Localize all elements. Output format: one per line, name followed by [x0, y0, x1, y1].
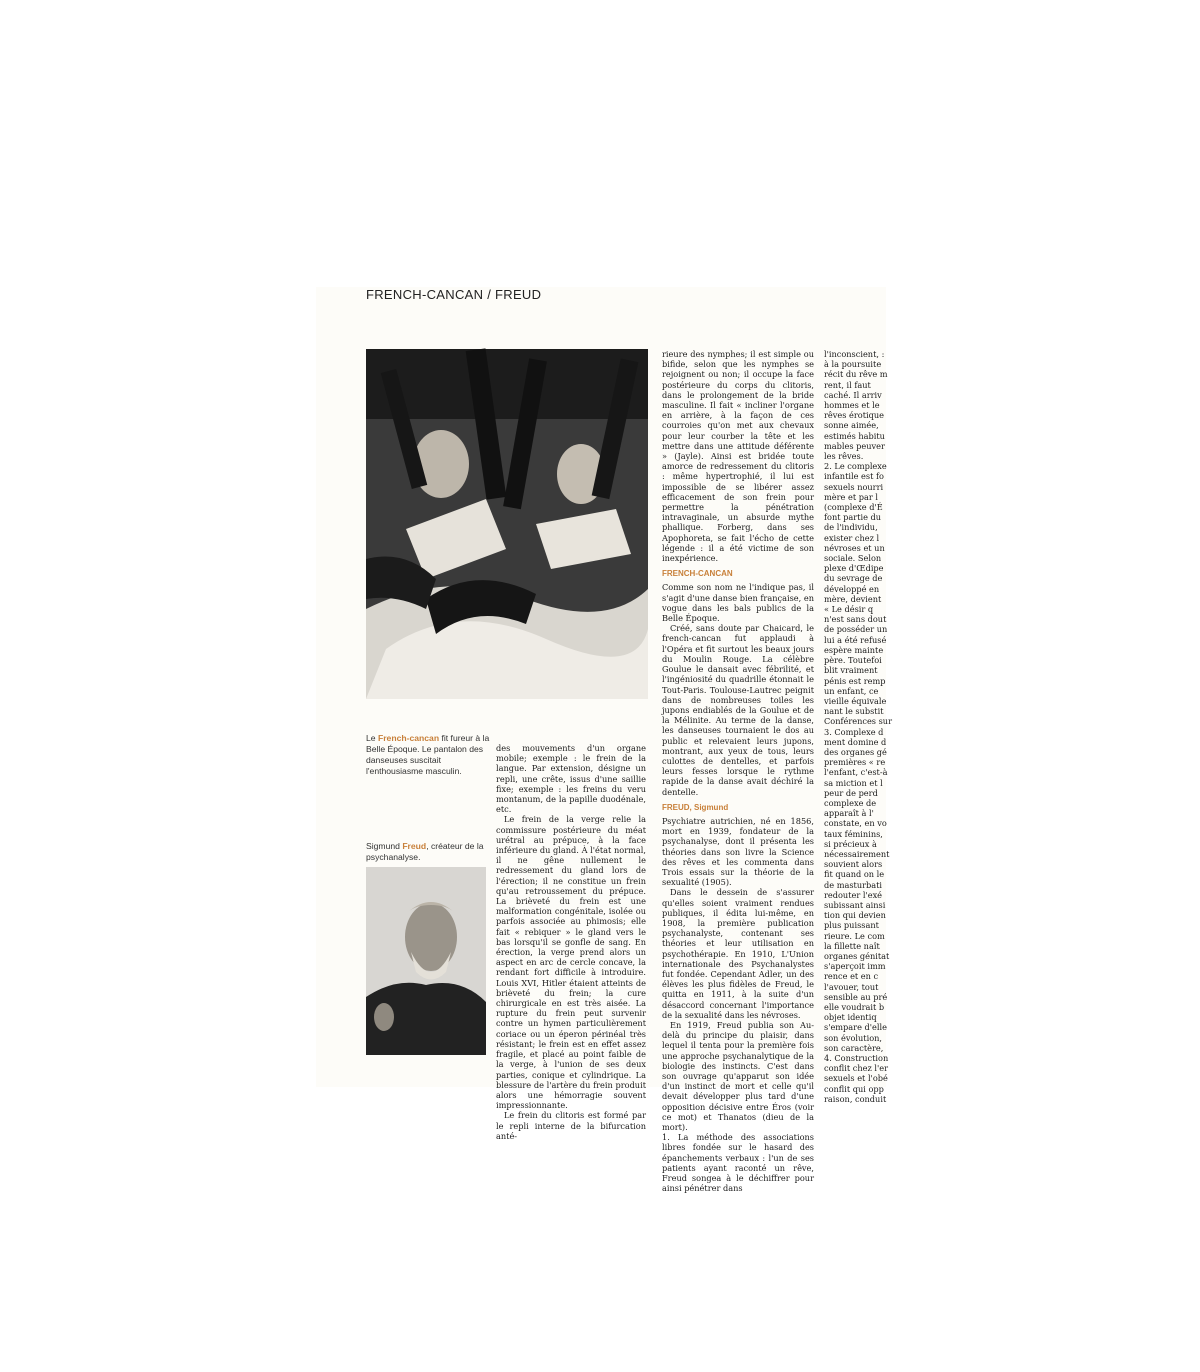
text-line: un enfant, ce [824, 685, 879, 696]
text-line: espère mainte [824, 644, 884, 655]
text-line: estimés habitu [824, 430, 885, 441]
text-line: « Le désir q [824, 604, 874, 615]
text-line: souvient alors [824, 859, 883, 870]
text-line: sociale. Selon [824, 553, 882, 564]
paragraph: Comme son nom ne l'indique pas, il s'agit d'une danse bien française, en vogue dans les bals publics de la Belle Époque. [662, 582, 814, 624]
text-line: mère et par l [824, 491, 878, 502]
text-line: font partie du [824, 512, 882, 523]
text-line: objet identiq [824, 1012, 877, 1023]
text-line: infantile est fo [824, 471, 884, 482]
text-line: 4. Construction [824, 1053, 889, 1064]
cancan-caption [366, 733, 494, 777]
text-line: sexuels et l'obé [824, 1073, 888, 1084]
text-line: organes génitat [824, 950, 890, 961]
text-line: (complexe d'É [824, 502, 883, 513]
text-line: récit du rêve m [824, 369, 888, 380]
text-line: la fillette naît [824, 940, 880, 951]
paragraph: rieure des nymphes; il est simple ou bifide, selon que les nymphes se rejoignent ou non; il occupe la face postérieure du corps du clitoris, dans le prolongement de la bride masculine. Il fait « incliner l'organe en arrière, à la façon de ces courroies qu'on met aux chevaux pour leur courber la tête et les mettre dans une attitude déférente » (Jayle). Ainsi est bridée toute amorce de redressement du clitoris : même hypertrophié, il lui est impossible de se libérer assez efficacement de son frein pour permettre la pénétration intravaginale, un absurde mythe phallique. Forberg, dans ses Apophoreta, se fait l'écho de cette légende : il a été victime de son inexpérience. [662, 349, 814, 564]
text-line: nant le substit [824, 706, 884, 717]
text-line: premières « re [824, 757, 886, 768]
text-line: rêves érotique [824, 410, 884, 421]
paragraph: Créé, sans doute par Chaicard, le french-cancan fut applaudi à l'Opéra et fit surtout les beaux jours du Moulin Rouge. La célèbre Goulue le dansait avec fébrilité, et l'ingéniosité du quadrille étonnait le Tout-Paris. Toulouse-Lautrec peignit dans de nombreuses toiles les jupons endiablés de la Goulue et de la Mélinite. Au terme de la danse, les danseuses tournaient le dos au public et relevaient leurs jupons, montrant, aux yeux de tous, leurs culottes de dentelles, et parfois leurs fesses lorsque le rythme rapide de la danse avait déchiré la dentelle. [662, 623, 814, 797]
text-line: névroses et un [824, 542, 885, 553]
running-head: FRENCH-CANCAN / FREUD [366, 287, 542, 302]
text-line: de masturbati [824, 879, 883, 890]
text-line: pénis est remp [824, 675, 886, 686]
text-line: apparaît à l' [824, 808, 874, 819]
freud-caption-post: , créateur de la psychanalyse. [366, 841, 484, 862]
paragraph: Dans le dessein de s'assurer qu'elles soient vraiment rendues publiques, il édita lui-même, en 1908, la première publication psychanalyste, contenant ses théories et leur utilisation en psychothérapie. En 1910, L'Union internationale des Psychanalystes fut fondée. Cependant Adler, un des élèves les plus fidèles de Freud, le quitta en 1911, à la suite d'un désaccord concernant l'importance de la sexualité dans les névroses. [662, 887, 814, 1020]
article-column-3 [662, 349, 814, 1193]
text-line: si précieux à [824, 838, 877, 849]
text-line: plus puissant [824, 920, 879, 931]
text-line: sexuels nourri [824, 481, 884, 492]
text-line: fit quand on le [824, 869, 885, 880]
text-line: 2. Le complexe [824, 461, 887, 472]
text-line: s'aperçoit imm [824, 961, 886, 972]
text-line: son caractère, [824, 1042, 884, 1053]
cancan-caption-pre: Le [366, 733, 378, 743]
text-line: raison, conduit [824, 1093, 887, 1104]
cancan-caption-post: fit fureur à la Belle Époque. Le pantalon des danseuses suscitait l'enthousiasme masculin. [366, 733, 490, 776]
text-line: n'est sans dout [824, 614, 887, 625]
text-line: conflit chez l'er [824, 1063, 889, 1074]
paragraph: Psychiatre autrichien, né en 1856, mort en 1939, fondateur de la psychanalyse, dont il présenta les théories dans son livre la Science des rêves et les commenta dans Trois essais sur la théorie de la sexualité (1905). [662, 815, 814, 888]
text-line: subissant ainsi [824, 899, 886, 910]
freud-caption-bold: Freud [402, 841, 427, 851]
text-line: les rêves. [824, 451, 864, 462]
freud-portrait-photo [366, 867, 486, 1055]
text-line: vieille équivale [824, 695, 887, 706]
text-line: mables peuver [824, 440, 885, 451]
paragraph: 1. La méthode des associations libres fondée sur le hasard des épanchements verbaux : l'un de ses patients ayant raconté un rêve, Freud songea à le déchiffrer pour ainsi pénétrer dans [662, 1132, 814, 1194]
text-line: constate, en vo [824, 818, 887, 829]
text-line: de posséder un [824, 624, 888, 635]
text-line: l'inconscient, : [824, 349, 885, 359]
encyclopedia-page [316, 287, 892, 1194]
text-line: Conférences sur [824, 716, 892, 727]
text-line: s'empare d'elle [824, 1022, 887, 1033]
cancan-caption-bold: French-cancan [377, 733, 440, 743]
freud-caption-pre: Sigmund [366, 841, 403, 851]
text-line: nécessairement [824, 848, 890, 859]
cancan-dancers-photo [366, 349, 648, 699]
text-line: mère, devient [824, 593, 882, 604]
paragraph: Le frein du clitoris est formé par le repli interne de la bifurcation anté- [496, 1110, 646, 1141]
text-line: des organes gé [824, 746, 887, 757]
text-line: sonne aimée, [824, 420, 879, 431]
entry-heading-french-cancan: FRENCH-CANCAN [662, 569, 733, 579]
text-line: complexe de [824, 797, 877, 808]
text-line: plexe d'Œdipe [824, 563, 884, 574]
text-line: blit vraiment [824, 665, 878, 676]
text-line: hommes et le [824, 400, 880, 411]
paragraph: En 1919, Freud publia son Au-delà du principe du plaisir, dans lequel il tenta pour la première fois une approche psychanalytique de la biologie des instincts. C'est dans son ouvrage qu'apparut son idée d'un instinct de mort et celle qu'il devait développer plus tard d'une opposition décisive entre Éros (voir ce mot) et Thanatos (dieu de la mort). [662, 1020, 814, 1133]
text-line: taux féminins, [824, 828, 883, 839]
article-column-4-cropped [824, 349, 896, 1104]
text-line: caché. Il arriv [824, 389, 882, 400]
paragraph: des mouvements d'un organe mobile; exemple : le frein de la langue. Par extension, désigne un repli, une crête, issus d'une saillie fixe; exemple : les freins du veru montanum, de la papille duodénale, etc. [496, 743, 646, 815]
text-line: à la poursuite [824, 359, 882, 370]
text-line: développé en [824, 583, 880, 594]
entry-heading-freud: FREUD, Sigmund [662, 802, 729, 812]
text-line: père. Toutefoi [824, 655, 882, 666]
text-line: elle voudrait b [824, 1002, 885, 1012]
text-line: ment domine d [824, 736, 887, 747]
freud-caption [366, 841, 494, 863]
text-line: de l'individu, [824, 522, 878, 533]
text-line: lui a été refusé [824, 634, 887, 645]
text-line: l'enfant, c'est-à [824, 767, 888, 778]
text-line: son évolution, [824, 1032, 883, 1043]
text-line: peur de perd [824, 787, 878, 798]
text-line: sa miction et l [824, 777, 883, 788]
text-line: tion qui devien [824, 910, 886, 921]
text-line: redouter l'exé [824, 889, 883, 900]
paragraph: Le frein de la verge relie la commissure postérieure du méat urétral au prépuce, à la face inférieure du gland. À l'état normal, il ne gêne nullement le redressement du gland lors de l'érection; il ne constitue un frein qu'au retroussement du prépuce. La brièveté du frein est une malformation congénitale, isolée ou parfois associée au phimosis; elle fait « rebiquer » le gland vers le bas lorsqu'il se gonfle de sang. En érection, la verge prend alors un aspect en arc de cercle concave, la rendant fort difficile à introduire. Louis XVI, Hitler étaient atteints de brièveté du frein; la cure chirurgicale en est très aisée. La rupture du frein peut survenir contre un hymen particulièrement coriace ou un éperon périnéal très résistant; le frein est en effet assez fragile, et placé au point faible de la verge, à l'union de ses deux parties, conique et cylindrique. La blessure de l'artère du frein produit alors une hémorragie souvent impressionnante. [496, 814, 646, 1111]
text-line: rence et en c [824, 971, 879, 982]
text-line: l'avouer, tout [824, 981, 879, 992]
text-line: rent, il faut [824, 379, 871, 390]
text-line: rieure. Le com [824, 930, 885, 941]
article-column-2 [496, 743, 646, 1141]
text-line: du sevrage de [824, 573, 883, 584]
text-line: 3. Complexe d [824, 726, 884, 737]
text-line: conflit qui opp [824, 1083, 884, 1094]
text-line: sensible au pré [824, 991, 888, 1002]
text-line: exister chez l [824, 532, 880, 543]
